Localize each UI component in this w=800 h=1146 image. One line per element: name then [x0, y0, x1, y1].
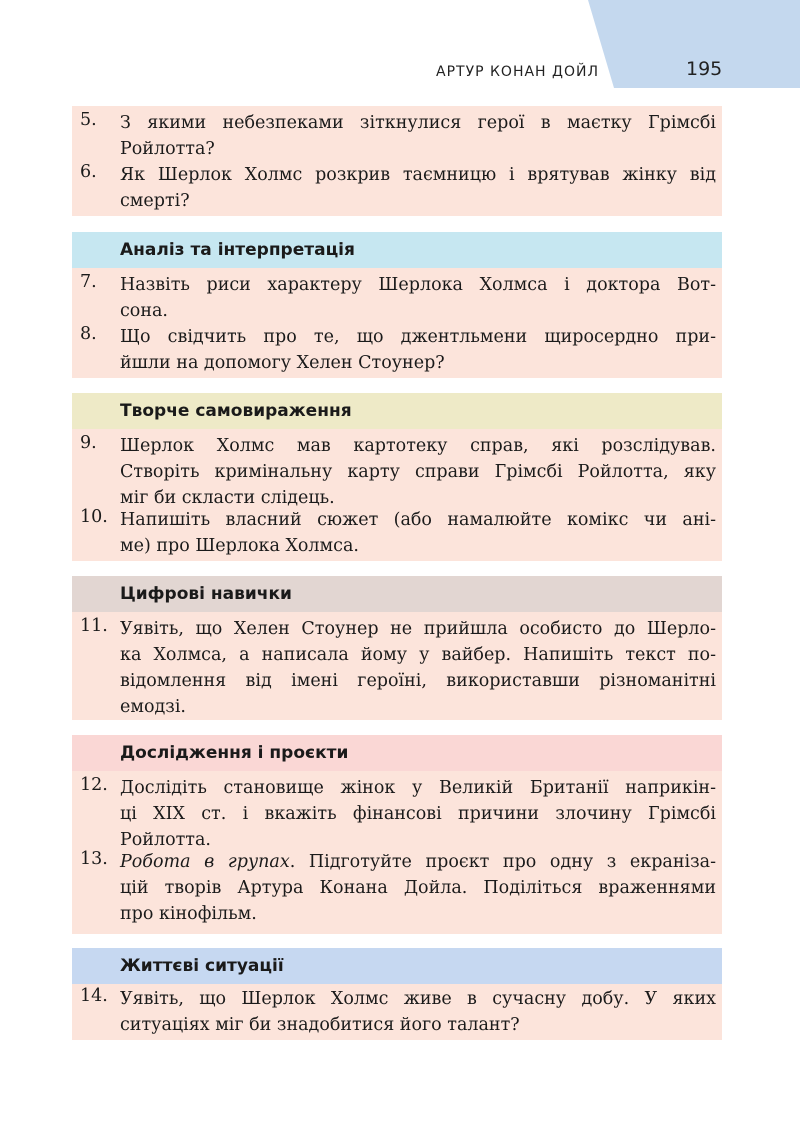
question-line: ситуаціях міг би знадобитися його талант? [120, 1015, 520, 1035]
questions-block-research [72, 771, 722, 934]
question-line: цій творів Артура Конана Дойла. Поділіться враженнями [120, 878, 716, 898]
question-line: ка Холмса, а написала йому у вайбер. Напишіть текст по- [120, 645, 716, 665]
question-number: 8. [80, 324, 97, 344]
questions-block-analysis [72, 268, 722, 378]
question-number: 5. [80, 110, 97, 130]
section-header-digital: Цифрові навички [72, 576, 722, 612]
question-line: Напишіть власний сюжет (або намалюйте комікс чи ані- [120, 510, 716, 530]
question-line: смерті? [120, 191, 190, 211]
question-text: . Підготуйте проєкт про одну з екраніза- [289, 852, 716, 872]
question-line: Створіть кримінальну карту справи Грімсбі Ройлотта, яку [120, 462, 716, 482]
question-number: 7. [80, 272, 97, 292]
question-line: про кінофільм. [120, 904, 257, 924]
question-line: Ройлотта? [120, 139, 215, 159]
question-line: Назвіть риси характеру Шерлока Холмса і доктора Вот- [120, 275, 716, 295]
section-header-creative: Творче самовираження [72, 393, 722, 429]
question-line: йшли на допомогу Хелен Стоунер? [120, 353, 445, 373]
question-line: Уявіть, що Шерлок Холмс живе в сучасну добу. У яких [120, 989, 716, 1009]
questions-block-life [72, 984, 722, 1040]
section-header-analysis: Аналіз та інтерпретація [72, 232, 722, 268]
question-number: 13. [80, 849, 108, 869]
question-line: сона. [120, 301, 168, 321]
questions-block-digital [72, 612, 722, 720]
question-line: З якими небезпеками зіткнулися герої в маєтку Грімсбі [120, 113, 716, 133]
question-line [120, 849, 716, 875]
question-line: Ройлотта. [120, 830, 211, 850]
section-header-life: Життєві ситуації [72, 948, 722, 984]
question-line: міг би скласти слідець. [120, 488, 335, 508]
question-number: 10. [80, 507, 108, 527]
question-number: 11. [80, 616, 108, 636]
question-number: 9. [80, 433, 97, 453]
question-number: 6. [80, 162, 97, 182]
question-line: емодзі. [120, 697, 186, 717]
italic-label: Робота в групах [120, 852, 290, 872]
question-line: відомлення від імені героїні, використавши різноманітні [120, 671, 716, 691]
question-line: ці XIX ст. і вкажіть фінансові причини злочину Грімсбі [120, 804, 716, 824]
page-number: 195 [686, 58, 723, 80]
question-line: Дослідіть становище жінок у Великій Британії наприкін- [120, 778, 716, 798]
question-line: Шерлок Холмс мав картотеку справ, які розслідував. [120, 436, 716, 456]
questions-block-recall [72, 106, 722, 216]
question-line: Як Шерлок Холмс розкрив таємницю і врятував жінку від [120, 165, 716, 185]
question-number: 12. [80, 775, 108, 795]
questions-block-creative [72, 429, 722, 561]
question-line: Що свідчить про те, що джентльмени щиросердно при- [120, 327, 716, 347]
question-line: Уявіть, що Хелен Стоунер не прийшла особисто до Шерло- [120, 619, 716, 639]
question-number: 14. [80, 986, 108, 1006]
running-title: АРТУР КОНАН ДОЙЛ [436, 64, 599, 80]
question-line: ме) про Шерлока Холмса. [120, 536, 359, 556]
section-header-research: Дослідження і проєкти [72, 735, 722, 771]
